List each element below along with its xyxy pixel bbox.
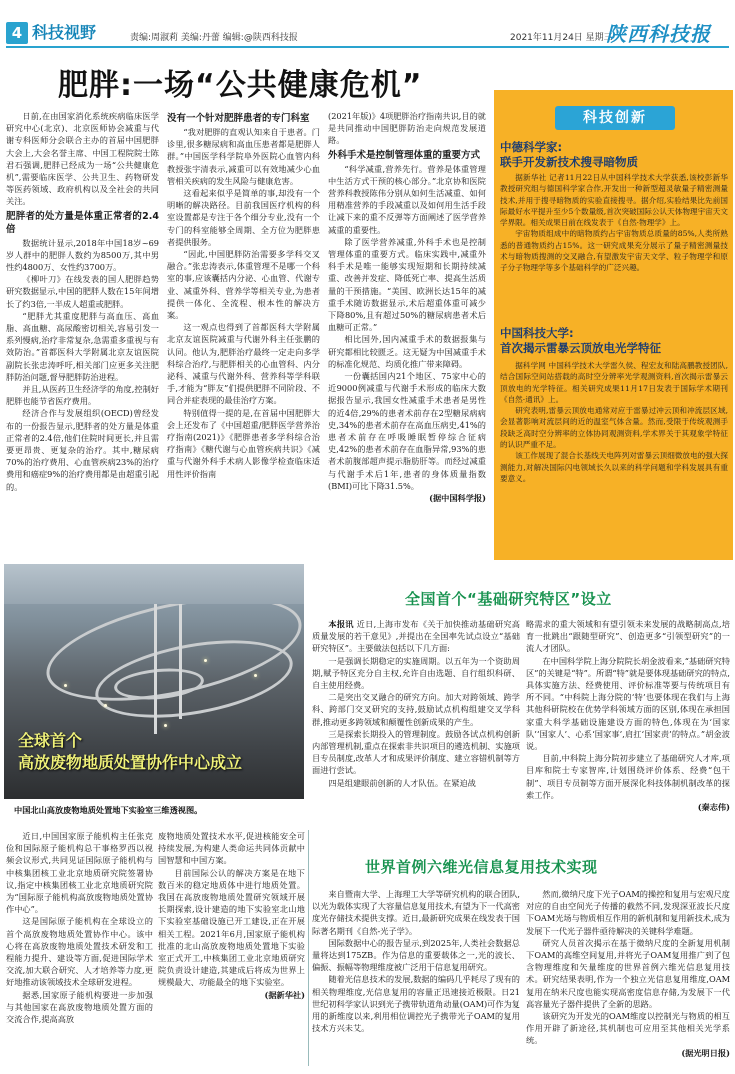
article1-column-1 xyxy=(6,110,159,560)
page-number: 4 xyxy=(6,22,28,44)
sidebar-item1-body xyxy=(500,172,728,312)
photo-credit: 中国北山高放废物地质处置地下实验室三维透视图。 xyxy=(14,805,203,815)
paragraph: “我对肥胖的直观认知来自于患者。门诊里,很多糖尿病和高血压患者都是肥胖人群。”中国医学科学院阜外医院心血管内科教授张宇清表示,减重可以有效地减少心血管相关疾病的发生风险与健康危害。 xyxy=(167,127,320,186)
paragraph xyxy=(312,618,520,655)
paragraph-text: 近日,上海市发布《关于加快推动基础研究高质量发展的若干意见》,并提出在全国率先试点设立“基础研究特区”。主要做法包括以下几方面: xyxy=(312,619,520,654)
paragraph: 国际数据中心的报告显示,到2025年,人类社会数据总量将达到175ZB。作为信息的重要载体之一,光的波长、偏振、振幅等物理维度被广泛用于信息复用研究。 xyxy=(312,937,520,973)
subheading: 肥胖者的处方量是体重正常者的2.4倍 xyxy=(6,210,159,235)
tunnel-light xyxy=(254,674,257,677)
article1-column-2 xyxy=(167,110,320,560)
paragraph: 在中国科学院上海分院院长胡金波看来,“基础研究特区”的关键是“特”。所谓“特”就是要体现基础研究的特点,具体实施方法、经费使用、评价标准等要与传统项目有所不同。“中科院上海分院的‘特’也要体现在我们与上海其他科研院校在优势学科领域方面的区别,体现在承担国家重大科学基础设施建设方面的特色,体现在为‘国家队’‘国家人’、心系‘国家事’,肩扛‘国家责’的特点。”胡金波说。 xyxy=(526,655,730,752)
article3-column-2 xyxy=(158,830,305,1070)
page-header xyxy=(0,0,735,46)
paragraph: (2021年版)》4项肥胖治疗指南共识,目的就是共同推动中国肥胖防治走向规范发展道路。 xyxy=(328,111,486,146)
paragraph: 特别值得一提的是,在首届中国肥胖大会上还发布了《中国超重/肥胖医学营养治疗指南(2021)》《肥胖患者多学科综合治疗指南》《糖代谢与心血管疾病共识》《减重与代谢外科手术病人影像学检查临床适用性评价指南 xyxy=(167,407,320,479)
paragraph: 近日,中国国家原子能机构主任张克俭和国际原子能机构总干事格罗西以视频会议形式,共同见证国际原子能机构与中核集团核工业北京地质研究院签署协议,指定中核集团核工业北京地质研究院为“国际原子能机构高放废物地质处置协作中心”。 xyxy=(6,831,153,915)
paragraph: 目前,中科院上海分院初步建立了基础研究人才库,项目库和院士专家智库,计划围绕评价体系、经费“包干制”、项目专员制等方面开展深化科技体制机制改革的探索工作。 xyxy=(526,753,730,800)
paragraph: 三是探索长期投入的管理制度。鼓励各试点机构创新内部管理机制,重点在探索非共识项目的遴选机制、实施项目专员制度,改革人才和成果评价制度、建立容错机制等方面进行尝试。 xyxy=(312,728,520,776)
paragraph: 并且,从医药卫生经济学的角度,控制好肥胖也能节省医疗费用。 xyxy=(6,384,159,407)
byline-source: (据光明日报) xyxy=(681,1047,730,1058)
paragraph: 目前国际公认的解决方案是在地下数百米的稳定地质体中进行地质处置。我国在高放废物地质处置研究领域开展长期探索,设计建造的地下实验室北山地下实验室基础设施已开工建设,正在开展相关工程。2021年6月,国家原子能机构批准的北山高放废物地质处置地下实验室正式开工,中核集团工业北京地质研究院负责设计建造,其建成后将成为世界上规模最大、功能最全的地下实验室。 xyxy=(158,867,305,988)
issue-date: 2021年11月24日 星期三 xyxy=(510,33,613,43)
sidebar-item2-title xyxy=(500,326,661,356)
sidebar-item2-paragraph: 据科学网 中国科学技术大学雷久侯、程宏友和陆高鹏教授团队,结合国际空间站搭载的高时空分辨率光学观测资料,首次揭示雷暴云顶放电的光学特征。相关研究成果11月17日发表于国际学术期刊《自然·通讯》上。 xyxy=(500,361,728,404)
sidebar-item2-paragraph: 该工作展现了混合长基线天电阵列对雷暴云顶细微放电的强大探测能力,对解决国际闪电领域长久以来的科学问题和学科发展具有重要意义。 xyxy=(500,451,728,483)
shaft-line xyxy=(154,584,157,734)
tunnel-light xyxy=(104,704,107,707)
header-rule xyxy=(6,46,729,48)
paragraph: 这一观点也得到了首都医科大学附属北京友谊医院减重与代谢外科主任张鹏的认同。他认为,肥胖治疗最终一定走向多学科综合治疗,与肥胖相关的心血管科、内分泌科、减重与代谢外科、营养科等学科联手,才能为“胖友”们提供肥胖不同阶段、不同合并症表现的最佳治疗方案。 xyxy=(167,322,320,406)
paragraph: 然而,微纳尺度下光子OAM的操控和复用与宏观尺度对应的自由空间光子传播的截然不同,发现深亚波长尺度下OAM光场与物质相互作用的新机制和复用新技术,成为发展下一代光子器件亟待解决的关键科学难题。 xyxy=(526,889,730,936)
byline-source: (据中国科学报) xyxy=(429,493,486,504)
byline-source: (据新华社) xyxy=(264,989,305,1000)
paragraph: 该研究为开发光的OAM维度以控制光与物质的相互作用开辟了新途径,其机制也可应用至其他相关光学系统。 xyxy=(526,1011,730,1046)
paragraph: 四是组建眼前创新的人才队伍。在紧迫战 xyxy=(328,777,476,788)
article2-title: 全国首个“基础研究特区”设立 xyxy=(405,590,612,608)
section-name: 科技视野 xyxy=(32,23,97,42)
paragraph: 研究人员首次揭示在基于微纳尺度的全新复用机制下OAM的高维空间复用,并将光子OAM复用推广到了包含物理维度和矢量维度的世界首例六维光信息复用技术。研究结果表明,作为一个独立光信息复用维度,OAM复用在纳米尺度也能实现高密度信息存储,为发展下一代高容量光子器件提供了全新的思路。 xyxy=(526,937,730,1009)
lead-label: 本报讯 xyxy=(328,619,354,629)
sidebar-item1-paragraph: 据新华社 记者11月22日从中国科学技术大学获悉,该校彭新华教授研究组与德国科学家合作,开发出一种新型超灵敏量子精密测量技术,并用于搜寻暗物质的实验直接搜寻。据介绍,实验结果比先前国际最好水平提升至少5个数量级,首次突破国际公认天体物理宇宙天文学界限。相关成果日前在线发表于《自然·物理学》上。 xyxy=(500,173,728,228)
paragraph: 二是突出交叉融合的研究方向。加大对跨领域、跨学科、跨部门交叉研究的支持,鼓励试点机构组建交叉学科群,推动更多跨领域和颠覆性创新成果的产生。 xyxy=(312,692,520,727)
photo-caption xyxy=(18,730,242,774)
sidebar-item1-paragraph: 宇宙物质组成中的暗物质约占宇宙物质总质量的85%,人类所熟悉的普通物质约占15%。这一研究成果充分展示了量子精密测量技术与暗物质搜测的交叉融合,有望激发宇宙天文学、粒子物理学和原子分子物理学等多个基础科学的广泛兴趣。 xyxy=(500,229,728,273)
article1-column-3 xyxy=(328,110,486,560)
paragraph: 一份囊括国内21个地区、75家中心的近9000例减重与代谢手术形成的临床大数据报告显示,我国女性减重手术患者是男性的近4倍,29%的患者术前存在2型糖尿病病史,34%的患者术前存在高血压病史,41%的患者术前存在呼吸睡眠暂停综合征病史,42%的患者术前存在血脂异常,93%的患者术前腹部超声提示脂肪肝等。而经过减重与代谢手术后1年,患者的身体质量指数(BMI)可比下降31.5%。 xyxy=(328,371,486,491)
paragraph: “肥胖尤其重度肥胖与高血压、高血脂、高血糖、高尿酸密切相关,容易引发一系列慢病,治疗非常复杂,急需重多重视与有效防治。”首都医科大学附属北京友谊医院副院长张忠涛呼吁,相关部门应更多关注肥胖防治问题,督导肥胖防治进程。 xyxy=(6,310,159,382)
paragraph: 经济合作与发展组织(OECD)曾经发布的一份报告显示,肥胖者的处方量是体重正常者的2.4倍,他们住院时间更长,并且需要更昂贵、更复杂的治疗。其中,糖尿病70%的治疗费用、心血管疾病23%的治疗费用和癌症9%的治疗费用都是由超重引起的。 xyxy=(6,408,159,492)
byline-source: (秦志伟) xyxy=(697,802,730,813)
editor-line: 责编:周淑莉 美编:丹蕾 编辑:@陕西科技报 xyxy=(130,33,298,43)
sidebar-item2-paragraph: 研究表明,雷暴云顶放电通常对应于雷暴过冲云顶和冲流层区域,会显著影响对流层间的近的温室气体含量。然而,受限于传统观测手段缺乏高时空分辨率的立体协同观测资料,学术界关于其观象学特征的认识严重不足。 xyxy=(500,406,728,450)
paragraph: “因此,中国肥胖防治需要多学科交叉融合。”张忠涛表示,体重管理不是哪一个科室的事,应该囊括内分泌、心血管、代谢专业、减重外科、营养学等相关专业,为患者提供一体化、全流程、根本性的解决方案。 xyxy=(167,249,320,321)
paragraph: 数据统计显示,2018年中国18岁~69岁人群中的肥胖人数约为8500万,其中男性约4800万、女性约3700万。 xyxy=(6,237,159,273)
tunnel-light xyxy=(64,684,67,687)
subheading: 外科手术是控制管理体重的重要方式 xyxy=(328,149,481,161)
article4-column-1 xyxy=(312,888,520,1070)
article3-column-1 xyxy=(6,830,153,1070)
paragraph: 随着光信息技术的发展,数据的编码几乎耗尽了现有的相关物理维度,光信息复用的容量正迅速接近极限。日21世纪初科学家认识到光子携带轨道角动量(OAM)可作为复用的新维度以来,利用相位调控光子携带光子OAM的复用技术方兴未艾。 xyxy=(312,974,520,1034)
article4-column-2 xyxy=(526,888,730,1070)
sidebar-banner: 科技创新 xyxy=(555,106,675,130)
tunnel-light xyxy=(164,724,167,727)
article1-headline: 肥胖:一场“公共健康危机” xyxy=(58,68,423,103)
article2-column-2 xyxy=(526,618,730,842)
newspaper-masthead: 陕西科技报 xyxy=(606,22,711,46)
paragraph: “科学减重,营养先行。营养是体重管理中生活方式干预的核心部分。”北京协和医院营养科教授陈伟分别从如何生活减重、如何用精准营养的手段减重以及如何用生活手段让减下来的重不反弹等方面阐述了医学营养减重的重要性。 xyxy=(328,163,486,235)
sidebar-item1-title-line2: 联手开发新技术搜寻暗物质 xyxy=(500,155,638,169)
sidebar-item2-body xyxy=(500,360,728,556)
sidebar-item1-title xyxy=(500,140,638,170)
paragraph: 除了医学营养减重,外科手术也是控制管理体重的重要方式。临床实践中,减重外科手术是唯一能够实现短期和长期持续减重、改善并发症、降低死亡率、提高生活质量的干预措施。“美国、欧洲长达15年的减重手术随访数据显示,术后超重体重可减少下降80%,且有超过50%的糖尿病患者术后血糖可正常。” xyxy=(328,236,486,333)
paragraph: 相比国外,国内减重手术的数据报集与研究都相比较匮乏。这无疑为中国减重手术的标准化规范、均质化推广带来障碍。 xyxy=(328,334,486,369)
paragraph: 这是国际原子能机构在全球设立的首个高放废物地质处置协作中心。该中心将在高放废物地质处置技术研发和工程能力提升、建设等方面,促进国际学术交流,加大联合研究、人才培养等力度,更好地推动该领域技术全球研发进程。 xyxy=(6,916,153,988)
paragraph: 一是强调长期稳定的实施周期。以五年为一个资助周期,赋予特区充分自主权,允许自由选题、自行组织科研、自主使用经费。 xyxy=(312,655,520,691)
column-separator xyxy=(308,830,309,1066)
tunnel-light xyxy=(204,659,207,662)
paragraph: 略需求的重大领域和有望引领未来发展的战略制高点,培育一批跳出“跟随型研究”、创造更多“引领型研究”的一流人才团队。 xyxy=(526,619,730,654)
paragraph: 来自暨南大学、上海理工大学等研究机构的联合团队,以光为载体实现了大容量信息复用技术,有望为下一代高密度光存储技术提供支撑。近日,最新研究成果在线发表于国际著名期刊《自然-光子学》。 xyxy=(312,889,520,936)
paragraph: 《柳叶刀》在线发表的国人肥胖趋势研究数据显示,中国的肥胖人数在15年间增长了约3倍,一半成人超重或肥胖。 xyxy=(6,274,159,309)
paragraph: 据悉,国家原子能机构要进一步加强与其他国家在高放废物地质处置方面的交流合作,提高高放 xyxy=(6,989,153,1025)
sidebar-item2-title-line1: 中国科技大学: xyxy=(500,326,574,340)
paragraph: 废物地质处置技术水平,促进核能安全可持续发展,为构建人类命运共同体贡献中国智慧和中国方案。 xyxy=(158,831,305,866)
article4-title: 世界首例六维光信息复用技术实现 xyxy=(365,858,598,876)
paragraph: 这看起来似乎是简单的事,却没有一个明晰的解决路径。目前我国医疗机构的科室设置都是专注于各个细分专业,没有一个专门的科室能够全周期、全方位为肥胖患者提供服务。 xyxy=(167,188,320,247)
surface-landscape xyxy=(4,564,304,604)
paragraph: 日前,在由国家消化系统疾病临床医学研究中心(北京)、北京医师协会减重与代谢专科医师分会联合主办的首届中国肥胖大会上,大会名誉主席、中国工程院院士陈君石强调,肥胖已经成为一场“公共健康危机”,需要临床医学、公共卫生、药物研发等医药领域、政府机构以及全社会的共同关注。 xyxy=(6,111,159,207)
sidebar-item2-title-line2: 首次揭示雷暴云顶放电光学特征 xyxy=(500,341,661,355)
subheading: 没有一个针对肥胖患者的专门科室 xyxy=(167,113,310,124)
article2-column-1 xyxy=(312,618,520,842)
photo-caption-line1: 全球首个 xyxy=(18,731,83,750)
photo-caption-line2: 高放废物地质处置协作中心成立 xyxy=(18,753,243,772)
sidebar-item1-title-line1: 中德科学家: xyxy=(500,140,563,154)
